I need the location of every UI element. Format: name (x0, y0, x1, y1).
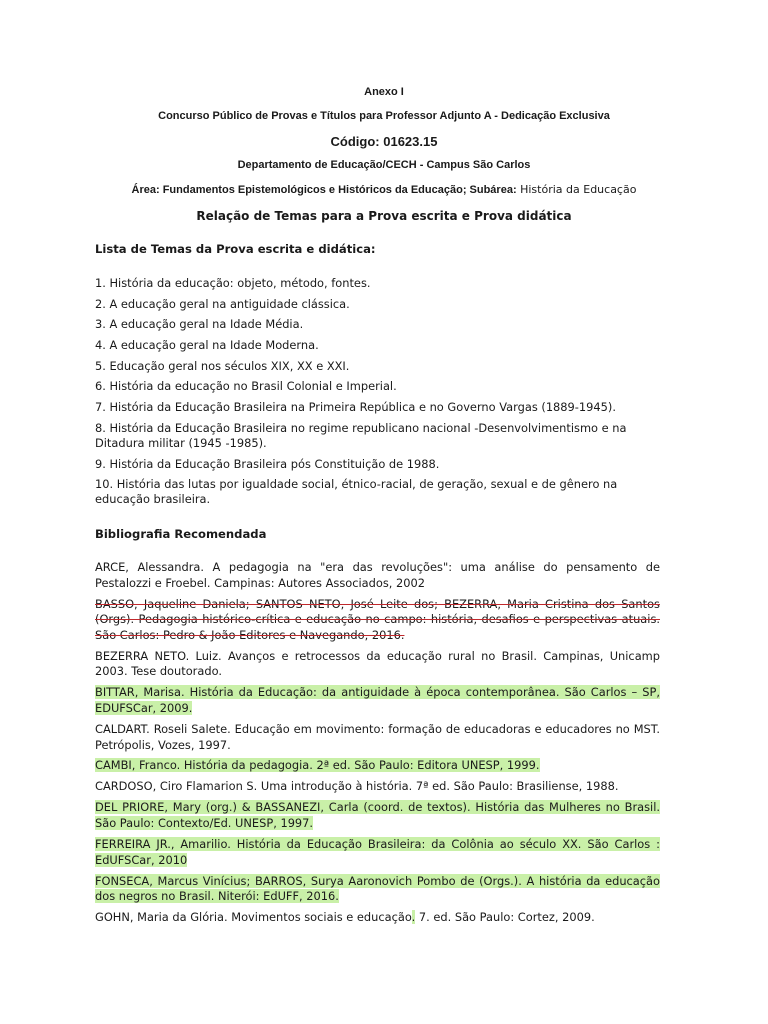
topic-item: 1. História da educação: objeto, método, fontes. (95, 276, 371, 290)
reference-item-highlighted (95, 874, 660, 905)
reference-item-highlighted (95, 837, 660, 868)
reference-item: CALDART. Roseli Salete. Educação em movimento: formação de educadoras e educadores no MST. Petrópolis, Vozes, 1997. (95, 721, 660, 752)
highlighted-text: DEL PRIORE, Mary (org.) & BASSANEZI, Carla (coord. de textos). História das Mulheres no Brasil. São Paulo: Contexto/Ed. UNESP, 1997. (95, 800, 660, 831)
topics-section-title: Lista de Temas da Prova escrita e didática: (95, 242, 376, 256)
topic-item: 4. A educação geral na Idade Moderna. (95, 338, 319, 353)
reference-item-highlighted (95, 685, 660, 716)
topic-item: 7. História da Educação Brasileira na Primeira República e no Governo Vargas (1889-1945). (95, 400, 616, 415)
area-subarea: História da Educação (516, 183, 637, 196)
topic-item: 2. A educação geral na antiguidade clássica. (95, 296, 350, 311)
code-line: Código: 01623.15 (330, 134, 438, 149)
contest-title: Concurso Público de Provas e Títulos para Professor Adjunto A - Dedicação Exclusiva (158, 110, 610, 122)
reference-item-highlighted (95, 758, 660, 774)
reference-item-highlighted (95, 800, 660, 831)
reference-item: CARDOSO, Ciro Flamarion S. Uma introdução à história. 7ª ed. São Paulo: Brasiliense, 1988. (95, 779, 619, 794)
highlighted-text: BITTAR, Marisa. História da Educação: da antiguidade à época contemporânea. São Carlos – SP, EDUFSCar, 2009. (95, 685, 660, 715)
annex-title: Anexo I (364, 86, 404, 98)
topic-item: 9. História da Educação Brasileira pós Constituição de 1988. (95, 456, 440, 471)
department-line: Departamento de Educação/CECH - Campus São Carlos (237, 159, 531, 171)
bibliography-title: Bibliografia Recomendada (95, 527, 267, 541)
area-line (0, 183, 768, 196)
topics-relation-title: Relação de Temas para a Prova escrita e Prova didática (196, 209, 572, 223)
reference-item: BEZERRA NETO. Luiz. Avanços e retrocessos da educação rural no Brasil. Campinas, Unicamp 2003. Tese doutorado. (95, 648, 660, 679)
area-prefix: Área: Fundamentos Epistemológicos e Históricos da Educação; Subárea: (131, 184, 517, 196)
topics-list (95, 276, 665, 513)
reference-text: GOHN, Maria da Glória. Movimentos sociais e educação (95, 910, 412, 925)
reference-text-tail: 7. ed. São Paulo: Cortez, 2009. (415, 910, 595, 925)
topic-item: 8. História da Educação Brasileira no regime republicano nacional -Desenvolvimentismo e na Ditadura militar (1945 -1985). (95, 420, 627, 450)
topic-item: 5. Educação geral nos séculos XIX, XX e XXI. (95, 358, 350, 373)
topic-item: 3. A educação geral na Idade Média. (95, 317, 304, 332)
reference-item (95, 910, 660, 926)
bibliography-list (95, 560, 660, 931)
reference-item: ARCE, Alessandra. A pedagogia na "era das revoluções": uma análise do pensamento de Pestalozzi e Froebel. Campinas: Autores Associados, 2002 (95, 560, 660, 590)
highlighted-text: FERREIRA JR., Amarilio. História da Educação Brasileira: da Colônia ao século XX. São Carlos : EdUFSCar, 2010 (95, 837, 660, 867)
topic-item: 6. História da educação no Brasil Colonial e Imperial. (95, 379, 397, 394)
topic-item: 10. História das lutas por igualdade social, étnico-racial, de geração, sexual e de gênero na educação brasileira. (95, 477, 618, 507)
highlighted-period: . (411, 910, 416, 925)
highlighted-text: FONSECA, Marcus Vinícius; BARROS, Surya Aaronovich Pombo de (Orgs.). A história da educação dos negros no Brasil. Niterói: EdUFF, 2016. (95, 873, 660, 904)
highlighted-text: CAMBI, Franco. História da pedagogia. 2ª ed. São Paulo: Editora UNESP, 1999. (95, 758, 540, 773)
reference-item-struck: BASSO, Jaqueline Daniela; SANTOS NETO, José Leite dos; BEZERRA, Maria Cristina dos Santos (Orgs). Pedagogia histórico-crítica e educação no campo: história, desafios e perspectivas atuais. São Carlos: Pedro & João Editores e Navegando, 2016. (95, 596, 660, 642)
